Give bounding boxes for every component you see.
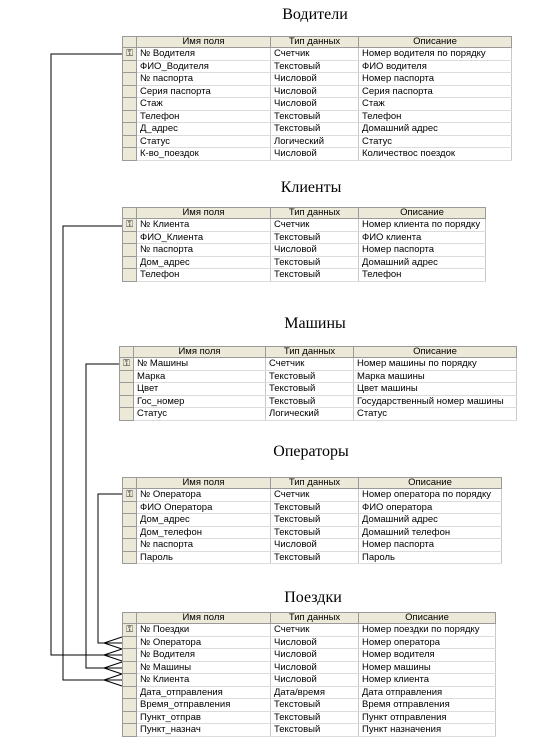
description-header: Описание (354, 347, 517, 358)
field-name-cell: № паспорта (137, 244, 271, 257)
data-type-cell: Счетчик (271, 48, 359, 61)
field-name-cell: Пункт_отправ (137, 711, 271, 724)
description-cell: Пункт назначения (359, 724, 496, 737)
description-cell: Пункт отправления (359, 711, 496, 724)
field-name-cell: № Водителя (137, 48, 271, 61)
data-type-cell: Числовой (271, 85, 359, 98)
data-type-cell: Числовой (271, 98, 359, 111)
description-cell: ФИО оператора (359, 501, 502, 514)
field-name-cell: Телефон (137, 110, 271, 123)
field-name-header: Имя поля (137, 613, 271, 624)
link-cars-trips (86, 364, 122, 668)
field-name-cell: Стаж (137, 98, 271, 111)
description-cell: Номер оператора (359, 636, 496, 649)
data-type-cell: Логический (266, 408, 354, 421)
description-header: Описание (359, 208, 486, 219)
field-name-cell: ФИО_Водителя (137, 60, 271, 73)
data-type-cell: Текстовый (266, 383, 354, 396)
description-cell: Статус (354, 408, 517, 421)
description-cell: Номер паспорта (359, 73, 512, 86)
key-icon: ⚿ (126, 219, 133, 230)
field-name-cell: Цвет (134, 383, 266, 396)
description-cell: Дата отправления (359, 686, 496, 699)
description-cell: Телефон (359, 269, 486, 282)
field-name-header: Имя поля (137, 478, 271, 489)
description-cell: ФИО водителя (359, 60, 512, 73)
description-cell: Домашний адрес (359, 256, 486, 269)
field-name-cell: Дом_телефон (137, 526, 271, 539)
field-name-cell: № Оператора (137, 489, 271, 502)
description-cell: Номер поездки по порядку (359, 624, 496, 637)
field-name-header: Имя поля (134, 347, 266, 358)
data-type-cell: Числовой (271, 636, 359, 649)
data-type-cell: Числовой (271, 649, 359, 662)
field-name-cell: Серия паспорта (137, 85, 271, 98)
data-type-cell: Текстовый (266, 370, 354, 383)
description-cell: Время отправления (359, 699, 496, 712)
field-name-cell: № Оператора (137, 636, 271, 649)
field-name-header: Имя поля (137, 208, 271, 219)
key-icon: ⚿ (126, 489, 133, 500)
field-name-cell: № Клиента (137, 219, 271, 232)
data-type-cell: Текстовый (266, 395, 354, 408)
description-cell: Номер машины по порядку (354, 358, 517, 371)
data-type-cell: Счетчик (271, 624, 359, 637)
key-icon: ⚿ (126, 624, 133, 635)
data-type-cell: Текстовый (271, 711, 359, 724)
field-name-cell: Гос_номер (134, 395, 266, 408)
data-type-cell: Счетчик (271, 219, 359, 232)
field-name-cell: Время_отправления (137, 699, 271, 712)
data-type-header: Тип данных (271, 478, 359, 489)
data-type-cell: Счетчик (271, 489, 359, 502)
field-name-cell: № Клиента (137, 674, 271, 687)
description-cell: Номер клиента по порядку (359, 219, 486, 232)
data-type-cell: Числовой (271, 661, 359, 674)
description-cell: Домашний адрес (359, 514, 502, 527)
field-name-cell: № Водителя (137, 649, 271, 662)
table-title-clients: Клиенты (280, 179, 342, 196)
description-cell: Количествос поездок (359, 148, 512, 161)
description-header: Описание (359, 478, 502, 489)
field-name-cell: Статус (134, 408, 266, 421)
data-type-cell: Числовой (271, 539, 359, 552)
data-type-cell: Текстовый (271, 501, 359, 514)
link-clients-trips (63, 226, 122, 680)
data-type-cell: Счетчик (266, 358, 354, 371)
description-cell: Номер водителя по порядку (359, 48, 512, 61)
table-title-trips: Поездки (284, 589, 342, 606)
table-title-drivers: Водители (282, 6, 348, 23)
description-cell: Государственный номер машины (354, 395, 517, 408)
description-header: Описание (359, 613, 496, 624)
description-cell: Статус (359, 135, 512, 148)
field-name-cell: К-во_поездок (137, 148, 271, 161)
description-cell: Марка машины (354, 370, 517, 383)
description-cell: Номер водителя (359, 649, 496, 662)
field-name-cell: Статус (137, 135, 271, 148)
data-type-cell: Текстовый (271, 123, 359, 136)
data-type-header: Тип данных (266, 347, 354, 358)
field-name-cell: № паспорта (137, 73, 271, 86)
description-header: Описание (359, 37, 512, 48)
description-cell: Номер паспорта (359, 539, 502, 552)
data-type-cell: Текстовый (271, 526, 359, 539)
data-type-cell: Текстовый (271, 231, 359, 244)
description-cell: Номер паспорта (359, 244, 486, 257)
data-type-cell: Текстовый (271, 551, 359, 564)
data-type-cell: Числовой (271, 244, 359, 257)
field-name-cell: Пункт_назнач (137, 724, 271, 737)
field-name-cell: № Машины (137, 661, 271, 674)
data-type-cell: Текстовый (271, 60, 359, 73)
data-type-header: Тип данных (271, 613, 359, 624)
field-name-cell: Дом_адрес (137, 514, 271, 527)
description-cell: Номер клиента (359, 674, 496, 687)
field-name-cell: Телефон (137, 269, 271, 282)
data-type-cell: Текстовый (271, 699, 359, 712)
data-type-cell: Текстовый (271, 256, 359, 269)
data-type-cell: Логический (271, 135, 359, 148)
data-type-cell: Числовой (271, 73, 359, 86)
key-icon: ⚿ (126, 48, 133, 59)
field-name-cell: № Машины (134, 358, 266, 371)
description-cell: Домашний адрес (359, 123, 512, 136)
description-cell: Серия паспорта (359, 85, 512, 98)
field-name-cell: Дата_отправления (137, 686, 271, 699)
field-name-cell: Пароль (137, 551, 271, 564)
field-name-cell: № Поездки (137, 624, 271, 637)
table-title-cars: Машины (284, 315, 346, 332)
data-type-header: Тип данных (271, 208, 359, 219)
description-cell: Домашний телефон (359, 526, 502, 539)
field-name-cell: Дом_адрес (137, 256, 271, 269)
description-cell: Цвет машины (354, 383, 517, 396)
data-type-cell: Текстовый (271, 724, 359, 737)
data-type-cell: Дата/время (271, 686, 359, 699)
data-type-cell: Числовой (271, 148, 359, 161)
field-name-cell: № паспорта (137, 539, 271, 552)
description-cell: Стаж (359, 98, 512, 111)
description-cell: Номер машины (359, 661, 496, 674)
data-type-cell: Текстовый (271, 110, 359, 123)
data-type-cell: Текстовый (271, 269, 359, 282)
field-name-cell: ФИО Оператора (137, 501, 271, 514)
field-name-header: Имя поля (137, 37, 271, 48)
key-icon: ⚿ (123, 358, 130, 369)
link-operators-trips (98, 494, 122, 643)
field-name-cell: ФИО_Клиента (137, 231, 271, 244)
data-type-header: Тип данных (271, 37, 359, 48)
description-cell: Номер оператора по порядку (359, 489, 502, 502)
description-cell: Пароль (359, 551, 502, 564)
description-cell: ФИО клиента (359, 231, 486, 244)
description-cell: Телефон (359, 110, 512, 123)
data-type-cell: Числовой (271, 674, 359, 687)
table-title-operators: Операторы (273, 443, 349, 460)
data-type-cell: Текстовый (271, 514, 359, 527)
field-name-cell: Марка (134, 370, 266, 383)
field-name-cell: Д_адрес (137, 123, 271, 136)
